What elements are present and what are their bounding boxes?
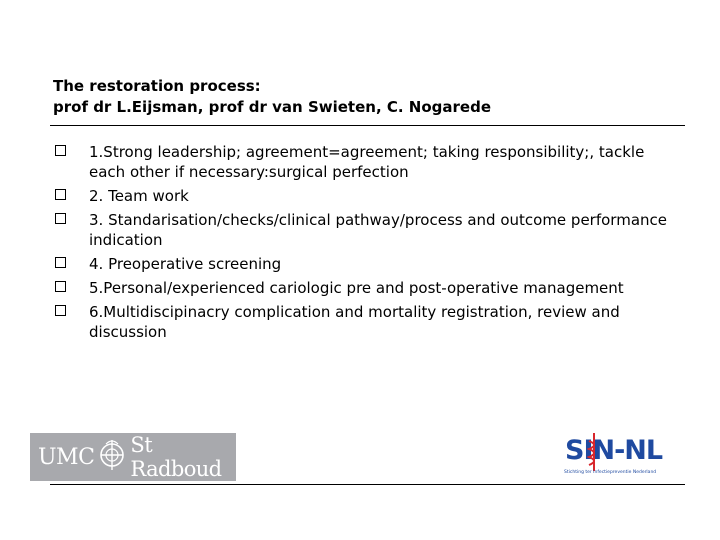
bullet-text: 3. Standarisation/checks/clinical pathway/process and outcome performance indication [89, 211, 667, 249]
title-divider [50, 125, 685, 126]
bullet-text: 1.Strong leadership; agreement=agreement; taking responsibility;, tackle each other if necessary:surgical perfection [89, 143, 645, 181]
sin-nl-logo [561, 433, 683, 481]
list-item [55, 278, 675, 298]
bullet-list [55, 142, 675, 346]
square-bullet-icon [55, 213, 66, 224]
caduceus-icon [587, 433, 601, 471]
square-bullet-icon [55, 189, 66, 200]
slide-title [53, 76, 673, 118]
square-bullet-icon [55, 281, 66, 292]
seal-icon [98, 438, 126, 476]
sin-nl-subtitle: Stichting ter Infectiepreventie Nederland [564, 470, 657, 475]
bullet-text: 5.Personal/experienced cariologic pre and post-operative management [89, 279, 624, 297]
footer-divider [50, 484, 685, 485]
square-bullet-icon [55, 145, 66, 156]
bullet-text: 2. Team work [89, 187, 189, 205]
umc-logo-text: UMC [38, 444, 95, 470]
umc-st-radboud-logo [30, 433, 236, 481]
list-item [55, 210, 675, 250]
list-item [55, 186, 675, 206]
title-line-2: prof dr L.Eijsman, prof dr van Swieten, C. Nogarede [53, 98, 492, 116]
sin-nl-logo-text: SIN-NL [565, 435, 663, 466]
list-item [55, 142, 675, 182]
square-bullet-icon [55, 257, 66, 268]
bullet-text: 6.Multidiscipinacry complication and mortality registration, review and discussion [89, 303, 620, 341]
list-item [55, 254, 675, 274]
square-bullet-icon [55, 305, 66, 316]
title-line-1: The restoration process: [53, 77, 261, 95]
list-item [55, 302, 675, 342]
bullet-text: 4. Preoperative screening [89, 255, 282, 273]
st-radboud-logo-text: St Radboud [130, 433, 222, 481]
